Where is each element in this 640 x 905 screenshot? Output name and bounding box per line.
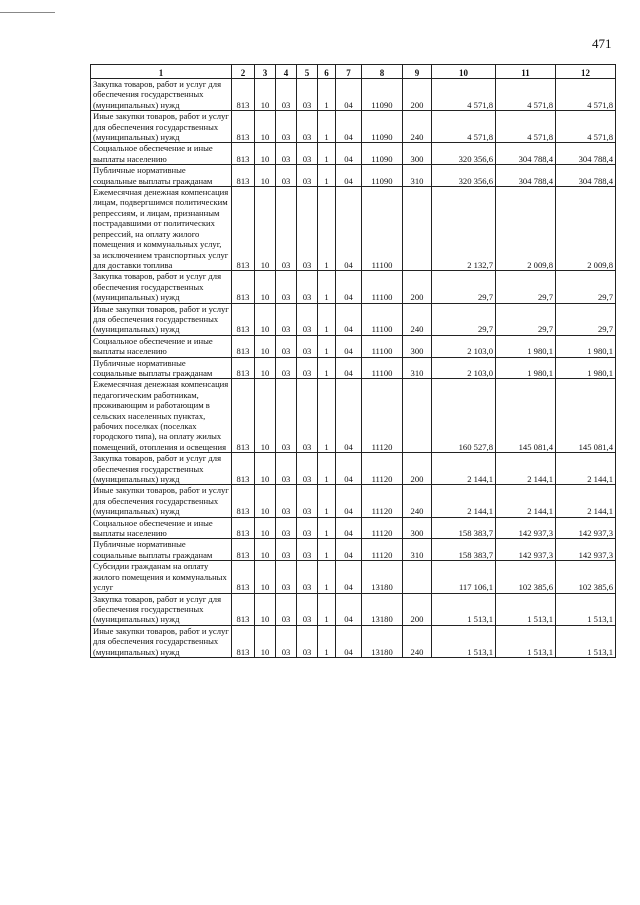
expense-type-cell <box>403 187 432 271</box>
section-cell: 10 <box>255 111 276 143</box>
event-cell: 04 <box>336 593 362 625</box>
subsection-cell: 03 <box>276 539 297 561</box>
amount-col11-cell: 145 081,4 <box>496 379 556 453</box>
expense-type-cell: 310 <box>403 539 432 561</box>
table-row <box>91 539 616 561</box>
amount-col10-cell: 2 103,0 <box>432 335 496 357</box>
row-name-cell: Закупка товаров, работ и услуг для обеспечения государственных (муниципальных) нужд <box>91 271 232 303</box>
event-cell: 04 <box>336 187 362 271</box>
target-article-cell: 13180 <box>362 561 403 593</box>
expense-type-cell: 200 <box>403 79 432 111</box>
subsection-cell: 03 <box>276 165 297 187</box>
amount-col10-cell: 2 144,1 <box>432 485 496 517</box>
event-cell: 04 <box>336 517 362 539</box>
header-row <box>91 65 616 79</box>
amount-col10-cell: 4 571,8 <box>432 79 496 111</box>
expense-type-cell: 240 <box>403 111 432 143</box>
ministry-code-cell: 813 <box>232 453 255 485</box>
amount-col12-cell: 1 513,1 <box>556 593 616 625</box>
column-header: 7 <box>336 65 362 79</box>
target-article-cell: 11090 <box>362 143 403 165</box>
program-cell: 03 <box>297 335 318 357</box>
amount-col10-cell: 158 383,7 <box>432 517 496 539</box>
event-cell: 04 <box>336 111 362 143</box>
amount-col12-cell: 29,7 <box>556 271 616 303</box>
row-name-cell: Ежемесячная денежная компенсация педагогическим работникам, проживающим и работающим в сельских населенных пунктах, рабочих поселках (поселках городского типа), на оплату жилых помещений, отопления и освещения <box>91 379 232 453</box>
event-cell: 04 <box>336 303 362 335</box>
section-cell: 10 <box>255 379 276 453</box>
amount-col12-cell: 1 980,1 <box>556 335 616 357</box>
section-cell: 10 <box>255 165 276 187</box>
expense-type-cell: 300 <box>403 335 432 357</box>
section-cell: 10 <box>255 453 276 485</box>
column-header: 6 <box>318 65 336 79</box>
ministry-code-cell: 813 <box>232 485 255 517</box>
table-row <box>91 561 616 593</box>
column-header: 9 <box>403 65 432 79</box>
subprogram-cell: 1 <box>318 357 336 379</box>
amount-col12-cell: 304 788,4 <box>556 165 616 187</box>
amount-col11-cell: 4 571,8 <box>496 79 556 111</box>
amount-col12-cell: 142 937,3 <box>556 517 616 539</box>
section-cell: 10 <box>255 357 276 379</box>
section-cell: 10 <box>255 335 276 357</box>
amount-col11-cell: 1 980,1 <box>496 357 556 379</box>
event-cell: 04 <box>336 271 362 303</box>
amount-col11-cell: 2 144,1 <box>496 453 556 485</box>
program-cell: 03 <box>297 625 318 657</box>
ministry-code-cell: 813 <box>232 379 255 453</box>
amount-col11-cell: 2 144,1 <box>496 485 556 517</box>
target-article-cell: 11120 <box>362 453 403 485</box>
amount-col12-cell: 2 009,8 <box>556 187 616 271</box>
page-number: 471 <box>592 36 612 51</box>
table-row <box>91 165 616 187</box>
row-name-cell: Закупка товаров, работ и услуг для обеспечения государственных (муниципальных) нужд <box>91 453 232 485</box>
section-cell: 10 <box>255 271 276 303</box>
table-row <box>91 187 616 271</box>
section-cell: 10 <box>255 593 276 625</box>
amount-col10-cell: 2 132,7 <box>432 187 496 271</box>
ministry-code-cell: 813 <box>232 165 255 187</box>
amount-col11-cell: 29,7 <box>496 271 556 303</box>
ministry-code-cell: 813 <box>232 335 255 357</box>
amount-col11-cell: 29,7 <box>496 303 556 335</box>
row-name-cell: Иные закупки товаров, работ и услуг для обеспечения государственных (муниципальных) нужд <box>91 303 232 335</box>
table-body <box>91 79 616 658</box>
target-article-cell: 13180 <box>362 625 403 657</box>
subsection-cell: 03 <box>276 111 297 143</box>
row-name-cell: Социальное обеспечение и иные выплаты населению <box>91 143 232 165</box>
amount-col11-cell: 4 571,8 <box>496 111 556 143</box>
amount-col12-cell: 1 513,1 <box>556 625 616 657</box>
amount-col11-cell: 1 513,1 <box>496 593 556 625</box>
subsection-cell: 03 <box>276 357 297 379</box>
event-cell: 04 <box>336 625 362 657</box>
subsection-cell: 03 <box>276 303 297 335</box>
table-row <box>91 335 616 357</box>
table-row <box>91 111 616 143</box>
expense-type-cell: 200 <box>403 593 432 625</box>
table-row <box>91 79 616 111</box>
row-name-cell: Иные закупки товаров, работ и услуг для обеспечения государственных (муниципальных) нужд <box>91 625 232 657</box>
amount-col12-cell: 142 937,3 <box>556 539 616 561</box>
table-row <box>91 517 616 539</box>
subsection-cell: 03 <box>276 271 297 303</box>
subsection-cell: 03 <box>276 79 297 111</box>
target-article-cell: 11120 <box>362 379 403 453</box>
program-cell: 03 <box>297 453 318 485</box>
expense-type-cell: 300 <box>403 143 432 165</box>
amount-col12-cell: 1 980,1 <box>556 357 616 379</box>
table-row <box>91 625 616 657</box>
event-cell: 04 <box>336 561 362 593</box>
subprogram-cell: 1 <box>318 165 336 187</box>
section-cell: 10 <box>255 187 276 271</box>
column-header: 5 <box>297 65 318 79</box>
column-header: 10 <box>432 65 496 79</box>
section-cell: 10 <box>255 625 276 657</box>
subsection-cell: 03 <box>276 453 297 485</box>
subsection-cell: 03 <box>276 625 297 657</box>
program-cell: 03 <box>297 271 318 303</box>
amount-col12-cell: 2 144,1 <box>556 485 616 517</box>
amount-col10-cell: 4 571,8 <box>432 111 496 143</box>
expense-type-cell: 200 <box>403 453 432 485</box>
amount-col10-cell: 2 144,1 <box>432 453 496 485</box>
column-header: 1 <box>91 65 232 79</box>
target-article-cell: 11100 <box>362 335 403 357</box>
subprogram-cell: 1 <box>318 111 336 143</box>
amount-col11-cell: 142 937,3 <box>496 539 556 561</box>
subprogram-cell: 1 <box>318 79 336 111</box>
ministry-code-cell: 813 <box>232 79 255 111</box>
ministry-code-cell: 813 <box>232 593 255 625</box>
amount-col11-cell: 102 385,6 <box>496 561 556 593</box>
table-row <box>91 485 616 517</box>
program-cell: 03 <box>297 593 318 625</box>
expense-type-cell: 240 <box>403 303 432 335</box>
expense-type-cell: 310 <box>403 357 432 379</box>
amount-col10-cell: 29,7 <box>432 303 496 335</box>
table-row <box>91 271 616 303</box>
row-name-cell: Социальное обеспечение и иные выплаты населению <box>91 517 232 539</box>
column-header: 12 <box>556 65 616 79</box>
subprogram-cell: 1 <box>318 143 336 165</box>
program-cell: 03 <box>297 187 318 271</box>
section-cell: 10 <box>255 485 276 517</box>
ministry-code-cell: 813 <box>232 111 255 143</box>
section-cell: 10 <box>255 561 276 593</box>
subprogram-cell: 1 <box>318 453 336 485</box>
row-name-cell: Социальное обеспечение и иные выплаты населению <box>91 335 232 357</box>
amount-col12-cell: 304 788,4 <box>556 143 616 165</box>
row-name-cell: Публичные нормативные социальные выплаты гражданам <box>91 357 232 379</box>
subsection-cell: 03 <box>276 335 297 357</box>
column-header: 4 <box>276 65 297 79</box>
column-header: 2 <box>232 65 255 79</box>
event-cell: 04 <box>336 485 362 517</box>
amount-col11-cell: 1 513,1 <box>496 625 556 657</box>
target-article-cell: 11090 <box>362 165 403 187</box>
column-header: 3 <box>255 65 276 79</box>
expense-type-cell: 310 <box>403 165 432 187</box>
table-row <box>91 303 616 335</box>
program-cell: 03 <box>297 539 318 561</box>
target-article-cell: 11090 <box>362 111 403 143</box>
amount-col12-cell: 102 385,6 <box>556 561 616 593</box>
amount-col10-cell: 160 527,8 <box>432 379 496 453</box>
program-cell: 03 <box>297 303 318 335</box>
expense-type-cell <box>403 561 432 593</box>
ministry-code-cell: 813 <box>232 625 255 657</box>
target-article-cell: 11120 <box>362 539 403 561</box>
scan-edge-line <box>0 12 55 13</box>
event-cell: 04 <box>336 379 362 453</box>
row-name-cell: Субсидии гражданам на оплату жилого помещения и коммунальных услуг <box>91 561 232 593</box>
target-article-cell: 13180 <box>362 593 403 625</box>
amount-col11-cell: 1 980,1 <box>496 335 556 357</box>
amount-col10-cell: 1 513,1 <box>432 625 496 657</box>
amount-col11-cell: 2 009,8 <box>496 187 556 271</box>
ministry-code-cell: 813 <box>232 271 255 303</box>
amount-col12-cell: 4 571,8 <box>556 79 616 111</box>
amount-col10-cell: 158 383,7 <box>432 539 496 561</box>
program-cell: 03 <box>297 379 318 453</box>
program-cell: 03 <box>297 561 318 593</box>
row-name-cell: Закупка товаров, работ и услуг для обеспечения государственных (муниципальных) нужд <box>91 79 232 111</box>
event-cell: 04 <box>336 79 362 111</box>
row-name-cell: Закупка товаров, работ и услуг для обеспечения государственных (муниципальных) нужд <box>91 593 232 625</box>
subprogram-cell: 1 <box>318 485 336 517</box>
subprogram-cell: 1 <box>318 335 336 357</box>
expense-type-cell: 240 <box>403 625 432 657</box>
ministry-code-cell: 813 <box>232 357 255 379</box>
section-cell: 10 <box>255 517 276 539</box>
subprogram-cell: 1 <box>318 517 336 539</box>
event-cell: 04 <box>336 143 362 165</box>
ministry-code-cell: 813 <box>232 143 255 165</box>
expense-type-cell: 240 <box>403 485 432 517</box>
amount-col10-cell: 320 356,6 <box>432 165 496 187</box>
subprogram-cell: 1 <box>318 593 336 625</box>
program-cell: 03 <box>297 79 318 111</box>
amount-col10-cell: 117 106,1 <box>432 561 496 593</box>
amount-col10-cell: 29,7 <box>432 271 496 303</box>
expense-type-cell <box>403 379 432 453</box>
subprogram-cell: 1 <box>318 379 336 453</box>
row-name-cell: Иные закупки товаров, работ и услуг для обеспечения государственных (муниципальных) нужд <box>91 485 232 517</box>
column-header: 8 <box>362 65 403 79</box>
column-header: 11 <box>496 65 556 79</box>
table-row <box>91 453 616 485</box>
budget-table <box>90 64 616 658</box>
amount-col12-cell: 2 144,1 <box>556 453 616 485</box>
table-row <box>91 379 616 453</box>
event-cell: 04 <box>336 539 362 561</box>
expense-type-cell: 200 <box>403 271 432 303</box>
program-cell: 03 <box>297 485 318 517</box>
subsection-cell: 03 <box>276 517 297 539</box>
amount-col10-cell: 320 356,6 <box>432 143 496 165</box>
program-cell: 03 <box>297 143 318 165</box>
subsection-cell: 03 <box>276 379 297 453</box>
target-article-cell: 11090 <box>362 79 403 111</box>
section-cell: 10 <box>255 143 276 165</box>
row-name-cell: Ежемесячная денежная компенсация лицам, подвергшимся политическим репрессиям, и лицам, признанным пострадавшими от политических репрессий, на оплату жилого помещения и коммунальных услуг, за исключением транспортных услуг для доставки топлива <box>91 187 232 271</box>
table-row <box>91 593 616 625</box>
amount-col12-cell: 145 081,4 <box>556 379 616 453</box>
target-article-cell: 11100 <box>362 303 403 335</box>
event-cell: 04 <box>336 335 362 357</box>
program-cell: 03 <box>297 357 318 379</box>
event-cell: 04 <box>336 165 362 187</box>
target-article-cell: 11120 <box>362 517 403 539</box>
table-row <box>91 357 616 379</box>
ministry-code-cell: 813 <box>232 303 255 335</box>
target-article-cell: 11100 <box>362 187 403 271</box>
subsection-cell: 03 <box>276 143 297 165</box>
subsection-cell: 03 <box>276 187 297 271</box>
ministry-code-cell: 813 <box>232 539 255 561</box>
section-cell: 10 <box>255 539 276 561</box>
amount-col10-cell: 2 103,0 <box>432 357 496 379</box>
amount-col11-cell: 304 788,4 <box>496 165 556 187</box>
subprogram-cell: 1 <box>318 271 336 303</box>
subsection-cell: 03 <box>276 561 297 593</box>
row-name-cell: Публичные нормативные социальные выплаты гражданам <box>91 539 232 561</box>
section-cell: 10 <box>255 303 276 335</box>
ministry-code-cell: 813 <box>232 561 255 593</box>
amount-col11-cell: 304 788,4 <box>496 143 556 165</box>
program-cell: 03 <box>297 111 318 143</box>
table-row <box>91 143 616 165</box>
ministry-code-cell: 813 <box>232 517 255 539</box>
amount-col11-cell: 142 937,3 <box>496 517 556 539</box>
expense-type-cell: 300 <box>403 517 432 539</box>
amount-col12-cell: 29,7 <box>556 303 616 335</box>
subprogram-cell: 1 <box>318 625 336 657</box>
subsection-cell: 03 <box>276 485 297 517</box>
row-name-cell: Публичные нормативные социальные выплаты гражданам <box>91 165 232 187</box>
event-cell: 04 <box>336 357 362 379</box>
subprogram-cell: 1 <box>318 539 336 561</box>
target-article-cell: 11120 <box>362 485 403 517</box>
target-article-cell: 11100 <box>362 271 403 303</box>
subprogram-cell: 1 <box>318 187 336 271</box>
target-article-cell: 11100 <box>362 357 403 379</box>
event-cell: 04 <box>336 453 362 485</box>
amount-col10-cell: 1 513,1 <box>432 593 496 625</box>
section-cell: 10 <box>255 79 276 111</box>
subprogram-cell: 1 <box>318 303 336 335</box>
program-cell: 03 <box>297 517 318 539</box>
program-cell: 03 <box>297 165 318 187</box>
subprogram-cell: 1 <box>318 561 336 593</box>
subsection-cell: 03 <box>276 593 297 625</box>
ministry-code-cell: 813 <box>232 187 255 271</box>
amount-col12-cell: 4 571,8 <box>556 111 616 143</box>
row-name-cell: Иные закупки товаров, работ и услуг для обеспечения государственных (муниципальных) нужд <box>91 111 232 143</box>
